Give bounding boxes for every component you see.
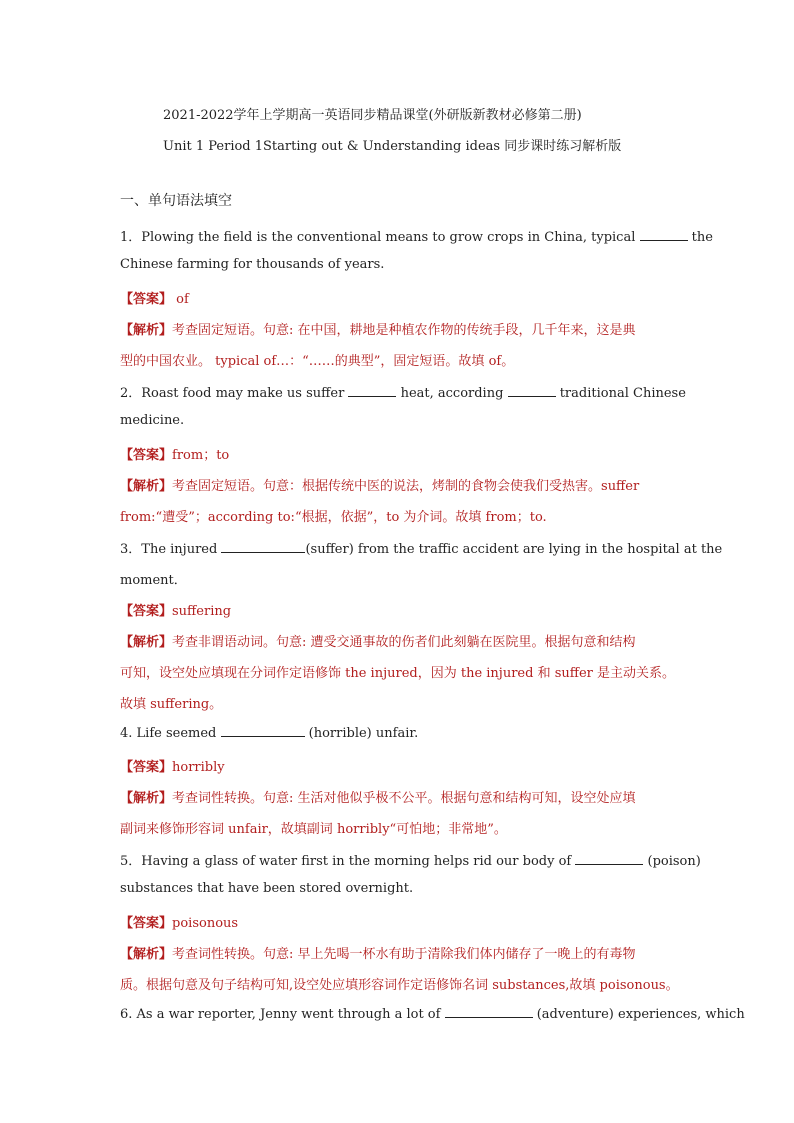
question-6-text-a: 6. As a war reporter, Jenny went through a lot of — [120, 1007, 441, 1022]
analysis-3-line-2: 可知，设空处应填现在分词作定语修饰 the injured，因为 the injured 和 suffer 是主动关系。 — [120, 666, 676, 681]
analysis-2-line-1: 考查固定短语。句意：根据传统中医的说法，烤制的食物会使我们受热害。suffer — [172, 479, 640, 494]
question-1-blank — [640, 229, 688, 241]
analysis-label: 【解析】 — [120, 791, 173, 806]
answer-1-value: of — [172, 292, 189, 307]
analysis-label: 【解析】 — [120, 479, 173, 494]
analysis-1-line-1: 考查固定短语。句意: 在中国，耕地是种植农作物的传统手段，几千年来，这是典 — [172, 323, 636, 338]
analysis-4 — [120, 787, 680, 806]
analysis-3-line-1: 考查非谓语动词。句意: 遭受交通事故的伤者们此刻躺在医院里。根据句意和结构 — [172, 635, 636, 650]
question-4-blank — [221, 725, 305, 737]
question-5-text-b: (poison) — [647, 854, 701, 869]
document-title: 2021-2022学年上学期高一英语同步精品课堂(外研版新教材必修第二册) — [163, 108, 582, 123]
question-6-text-b: (adventure) experiences, which — [536, 1007, 745, 1022]
question-2-line-2: medicine. — [120, 413, 185, 428]
answer-label: 【答案】 — [120, 916, 173, 931]
analysis-label: 【解析】 — [120, 635, 173, 650]
question-5 — [120, 850, 701, 869]
answer-1 — [120, 288, 680, 307]
question-2-text-a: 2．Roast food may make us suffer — [120, 386, 345, 401]
analysis-1-line-2: 型的中国农业。 typical of…：“……的典型”，固定短语。故填 of。 — [120, 354, 515, 369]
analysis-label: 【解析】 — [120, 323, 173, 338]
question-6-blank — [445, 1006, 533, 1018]
question-4 — [120, 725, 680, 741]
question-3 — [120, 538, 723, 557]
section-title: 一、单句语法填空 — [120, 193, 232, 209]
question-2-text-b: heat, according — [400, 386, 504, 401]
analysis-2-line-2: from:“遭受”；according to:“根据，依据”，to 为介词。故填 from；to. — [120, 510, 547, 525]
analysis-5 — [120, 943, 680, 962]
analysis-2 — [120, 475, 680, 494]
answer-label: 【答案】 — [120, 604, 173, 619]
question-5-text-a: 5．Having a glass of water first in the morning helps rid our body of — [120, 854, 572, 869]
question-1-line-2: Chinese farming for thousands of years. — [120, 257, 385, 272]
question-1-text-a: 1．Plowing the field is the conventional means to grow crops in China, typical — [120, 230, 636, 245]
answer-2-value: from；to — [172, 448, 230, 463]
answer-5-value: poisonous — [172, 916, 239, 931]
answer-3-value: suffering — [172, 604, 232, 619]
analysis-5-line-2: 质。根据句意及句子结构可知,设空处应填形容词作定语修饰名词 substances,故填 poisonous。 — [120, 978, 679, 993]
question-4-text-b: (horrible) unfair. — [308, 726, 419, 741]
question-2-blank-2 — [508, 385, 556, 397]
question-1 — [120, 226, 713, 245]
answer-2 — [120, 444, 680, 463]
question-1-text-b: the — [691, 230, 713, 245]
answer-3 — [120, 600, 680, 619]
question-3-line-2: moment． — [120, 573, 187, 588]
question-3-text-a: 3．The injured — [120, 542, 218, 557]
analysis-3 — [120, 631, 680, 650]
question-2-blank-1 — [348, 385, 396, 397]
analysis-label: 【解析】 — [120, 947, 173, 962]
analysis-4-line-2: 副词来修饰形容词 unfair，故填副词 horribly“可怕地；非常地”。 — [120, 822, 507, 837]
answer-5 — [120, 912, 680, 931]
question-2-text-c: traditional Chinese — [559, 386, 686, 401]
question-4-text-a: 4. Life seemed — [120, 726, 217, 741]
question-3-blank — [221, 541, 305, 553]
analysis-4-line-1: 考查词性转换。句意: 生活对他似乎极不公平。根据句意和结构可知，设空处应填 — [172, 791, 636, 806]
analysis-3-line-3: 故填 suffering。 — [120, 697, 223, 712]
analysis-1 — [120, 319, 680, 338]
document-subtitle: Unit 1 Period 1Starting out & Understanding ideas 同步课时练习解析版 — [163, 139, 622, 154]
answer-4-value: horribly — [172, 760, 225, 775]
question-3-text-b: (suffer) from the traffic accident are lying in the hospital at the — [305, 542, 723, 557]
question-5-line-2: substances that have been stored overnight. — [120, 881, 414, 896]
question-2 — [120, 382, 686, 401]
answer-4 — [120, 756, 680, 775]
question-6 — [120, 1006, 745, 1022]
question-5-blank — [575, 853, 643, 865]
answer-label: 【答案】 — [120, 292, 173, 307]
answer-label: 【答案】 — [120, 448, 173, 463]
answer-label: 【答案】 — [120, 760, 173, 775]
analysis-5-line-1: 考查词性转换。句意: 早上先喝一杯水有助于清除我们体内储存了一晚上的有毒物 — [172, 947, 636, 962]
